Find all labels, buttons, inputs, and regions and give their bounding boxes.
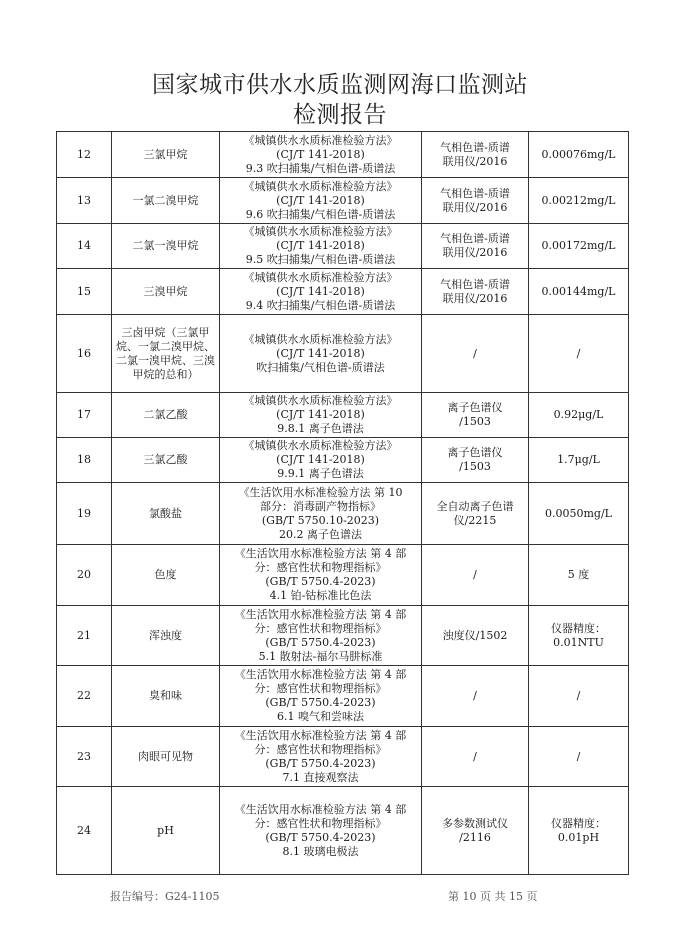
method-line: (GB/T 5750.4-2023) xyxy=(265,635,376,649)
instrument-line: /1503 xyxy=(459,460,491,473)
instrument-line: 气相色谱-质谱 xyxy=(440,232,510,245)
detection-limit: / xyxy=(576,749,581,763)
method-line: 分：感官性状和物理指标》 xyxy=(254,742,387,756)
method-line: 9.8.1 离子色谱法 xyxy=(277,422,364,435)
detection-limit: / xyxy=(576,346,581,360)
instrument-cell xyxy=(422,132,529,178)
detection-limit-cell xyxy=(529,666,629,727)
test-item-cell xyxy=(112,132,220,178)
test-methods-table xyxy=(56,131,629,875)
detection-limit-cell xyxy=(529,393,629,438)
test-item-cell xyxy=(112,545,220,606)
test-item-cell xyxy=(112,178,220,224)
row-number: 13 xyxy=(77,193,91,207)
method-cell xyxy=(220,606,422,666)
instrument-line: 浊度仪/1502 xyxy=(442,628,508,642)
row-number: 15 xyxy=(77,284,91,298)
method-line: 分：感官性状和物理指标》 xyxy=(254,816,387,830)
test-item: 肉眼可见物 xyxy=(138,749,193,763)
instrument-cell xyxy=(422,483,529,545)
table-row xyxy=(57,438,629,483)
method-cell xyxy=(220,178,422,224)
method-line: 《城镇供水水质标准检验方法》 xyxy=(243,439,398,452)
instrument-line: 离子色谱仪 xyxy=(447,446,503,459)
instrument-line: / xyxy=(473,568,477,581)
test-item: 一氯二溴甲烷 xyxy=(132,193,199,207)
method-line: 5.1 散射法-福尔马肼标准 xyxy=(258,649,383,663)
detection-limit-cell xyxy=(529,606,629,666)
method-line: 《城镇供水水质标准检验方法》 xyxy=(243,394,398,407)
instrument-line: 气相色谱-质谱 xyxy=(440,186,510,200)
row-number: 22 xyxy=(77,689,91,702)
row-number-cell xyxy=(57,315,112,393)
method-line: 9.4 吹扫捕集/气相色谱-质谱法 xyxy=(245,298,396,312)
method-line: (GB/T 5750.10-2023) xyxy=(261,513,380,527)
method-line: 7.1 直接观察法 xyxy=(282,770,359,784)
instrument-line: 联用仪/2016 xyxy=(442,246,508,259)
method-line: 《生活饮用水标准检验方法 第 4 部 xyxy=(234,728,407,742)
instrument-cell xyxy=(422,224,529,269)
test-item: 三氯乙酸 xyxy=(143,453,188,466)
detection-limit: 0.00172mg/L xyxy=(541,239,616,252)
row-number-cell xyxy=(57,178,112,224)
test-item-cell xyxy=(112,393,220,438)
instrument-line: 联用仪/2016 xyxy=(442,291,508,305)
row-number: 24 xyxy=(77,823,91,837)
instrument-line: /2116 xyxy=(459,830,491,844)
detection-limit: 仪器精度：0.01NTU xyxy=(551,621,606,649)
row-number-cell xyxy=(57,787,112,875)
instrument-line: 全自动离子色谱 xyxy=(436,499,514,513)
test-item: 臭和味 xyxy=(149,689,182,702)
detection-limit-cell xyxy=(529,132,629,178)
instrument-line: /1503 xyxy=(459,415,491,428)
method-line: 《生活饮用水标准检验方法 第 4 部 xyxy=(234,607,407,621)
method-line: (GB/T 5750.4-2023) xyxy=(265,575,376,588)
method-line: (CJ/T 141-2018) xyxy=(276,239,365,252)
detection-limit: 1.7μg/L xyxy=(557,453,600,466)
method-line: 分：感官性状和物理指标》 xyxy=(254,561,387,574)
instrument-cell xyxy=(422,269,529,315)
method-line: 《城镇供水水质标准检验方法》 xyxy=(243,332,398,346)
method-cell xyxy=(220,269,422,315)
method-cell xyxy=(220,438,422,483)
method-line: 4.1 铂-钴标准比色法 xyxy=(269,589,372,602)
report-number: 报告编号：G24-1105 xyxy=(110,890,220,903)
report-title: 国家城市供水水质监测网海口监测站 xyxy=(152,72,528,98)
method-line: 《城镇供水水质标准检验方法》 xyxy=(243,225,398,238)
row-number-cell xyxy=(57,269,112,315)
method-line: (GB/T 5750.4-2023) xyxy=(265,696,376,709)
row-number: 16 xyxy=(77,346,91,360)
test-item-cell xyxy=(112,438,220,483)
instrument-cell xyxy=(422,438,529,483)
method-line: (CJ/T 141-2018) xyxy=(276,408,365,421)
test-item-cell xyxy=(112,727,220,787)
row-number: 17 xyxy=(77,408,91,421)
test-item: 色度 xyxy=(154,568,177,581)
table-row xyxy=(57,787,629,875)
method-cell xyxy=(220,315,422,393)
test-item: 三溴甲烷 xyxy=(143,284,188,298)
row-number-cell xyxy=(57,438,112,483)
row-number-cell xyxy=(57,545,112,606)
instrument-line: / xyxy=(473,689,477,702)
instrument-line: 气相色谱-质谱 xyxy=(440,140,510,154)
detection-limit-cell xyxy=(529,483,629,545)
method-cell xyxy=(220,132,422,178)
detection-limit-cell xyxy=(529,178,629,224)
test-item: 二氯乙酸 xyxy=(143,408,188,421)
method-line: 《城镇供水水质标准检验方法》 xyxy=(243,179,398,193)
row-number-cell xyxy=(57,727,112,787)
method-line: 8.1 玻璃电极法 xyxy=(282,844,359,858)
detection-limit-cell xyxy=(529,787,629,875)
test-item-cell xyxy=(112,269,220,315)
method-line: (CJ/T 141-2018) xyxy=(276,193,365,207)
detection-limit: 0.00144mg/L xyxy=(541,284,616,298)
detection-limit-cell xyxy=(529,545,629,606)
instrument-line: 气相色谱-质谱 xyxy=(440,277,510,291)
table-row xyxy=(57,178,629,224)
test-item: pH xyxy=(157,823,174,837)
table-row xyxy=(57,269,629,315)
method-line: (GB/T 5750.4-2023) xyxy=(265,756,376,770)
row-number-cell xyxy=(57,224,112,269)
row-number: 21 xyxy=(77,628,91,642)
method-line: 《城镇供水水质标准检验方法》 xyxy=(243,133,398,147)
method-cell xyxy=(220,393,422,438)
table-row xyxy=(57,666,629,727)
instrument-cell xyxy=(422,787,529,875)
test-item-cell xyxy=(112,606,220,666)
table-row xyxy=(57,727,629,787)
instrument-cell xyxy=(422,315,529,393)
test-item-cell xyxy=(112,787,220,875)
detection-limit-cell xyxy=(529,269,629,315)
table-row xyxy=(57,606,629,666)
method-line: 分：感官性状和物理指标》 xyxy=(254,682,387,695)
table-row xyxy=(57,315,629,393)
page-number: 第 10 页 共 15 页 xyxy=(448,890,538,903)
method-cell xyxy=(220,483,422,545)
test-item-cell xyxy=(112,315,220,393)
row-number: 19 xyxy=(77,506,91,520)
table-row xyxy=(57,224,629,269)
detection-limit: 0.92μg/L xyxy=(553,408,604,421)
row-number: 23 xyxy=(77,749,91,763)
table-row xyxy=(57,393,629,438)
instrument-line: 联用仪/2016 xyxy=(442,154,508,168)
row-number-cell xyxy=(57,606,112,666)
row-number-cell xyxy=(57,393,112,438)
method-line: 分：感官性状和物理指标》 xyxy=(254,621,387,635)
method-line: 20.2 离子色谱法 xyxy=(279,527,362,541)
method-line: 9.6 吹扫捕集/气相色谱-质谱法 xyxy=(245,207,396,221)
method-cell xyxy=(220,727,422,787)
test-item: 浑浊度 xyxy=(149,628,182,642)
detection-limit-cell xyxy=(529,727,629,787)
test-item: 三卤甲烷（三氯甲烷、一氯二溴甲烷、二氯一溴甲烷、三溴甲烷的总和） xyxy=(116,325,215,381)
method-cell xyxy=(220,224,422,269)
row-number: 18 xyxy=(77,453,91,466)
row-number: 12 xyxy=(77,147,91,161)
test-item: 三氯甲烷 xyxy=(143,147,188,161)
method-line: 《生活饮用水标准检验方法 第 4 部 xyxy=(234,668,407,681)
row-number-cell xyxy=(57,666,112,727)
method-line: (CJ/T 141-2018) xyxy=(276,453,365,466)
method-line: 《城镇供水水质标准检验方法》 xyxy=(243,270,398,284)
method-cell xyxy=(220,545,422,606)
detection-limit: 0.00212mg/L xyxy=(541,193,616,207)
test-item-cell xyxy=(112,666,220,727)
detection-limit: / xyxy=(576,689,581,702)
method-line: 9.9.1 离子色谱法 xyxy=(277,467,364,480)
method-line: 吹扫捕集/气相色谱-质谱法 xyxy=(256,360,385,374)
detection-limit: 0.00076mg/L xyxy=(541,147,616,161)
instrument-line: / xyxy=(473,749,477,763)
method-line: 《生活饮用水标准检验方法 第 4 部 xyxy=(234,802,407,816)
method-line: 《生活饮用水标准检验方法 第 10 xyxy=(238,485,403,499)
table-row xyxy=(57,545,629,606)
instrument-cell xyxy=(422,545,529,606)
method-line: 《生活饮用水标准检验方法 第 4 部 xyxy=(234,547,407,560)
method-line: (CJ/T 141-2018) xyxy=(276,147,365,161)
test-item: 二氯一溴甲烷 xyxy=(132,239,199,252)
method-line: (GB/T 5750.4-2023) xyxy=(265,830,376,844)
detection-limit: 0.0050mg/L xyxy=(545,506,612,520)
table-row xyxy=(57,483,629,545)
instrument-cell xyxy=(422,666,529,727)
method-cell xyxy=(220,787,422,875)
test-item-cell xyxy=(112,224,220,269)
test-item-cell xyxy=(112,483,220,545)
detection-limit: 5 度 xyxy=(567,568,590,581)
method-cell xyxy=(220,666,422,727)
method-line: (CJ/T 141-2018) xyxy=(276,284,365,298)
instrument-cell xyxy=(422,606,529,666)
row-number-cell xyxy=(57,483,112,545)
method-line: 部分：消毒副产物指标》 xyxy=(260,499,381,513)
method-line: (CJ/T 141-2018) xyxy=(276,346,365,360)
instrument-cell xyxy=(422,393,529,438)
detection-limit: 仪器精度：0.01pH xyxy=(551,816,606,844)
row-number: 20 xyxy=(77,568,91,581)
method-line: 9.5 吹扫捕集/气相色谱-质谱法 xyxy=(245,253,396,266)
instrument-line: 离子色谱仪 xyxy=(447,401,503,414)
row-number-cell xyxy=(57,132,112,178)
table-row xyxy=(57,132,629,178)
instrument-line: / xyxy=(473,346,477,360)
instrument-line: 仪/2215 xyxy=(453,513,497,527)
instrument-cell xyxy=(422,178,529,224)
detection-limit-cell xyxy=(529,224,629,269)
detection-limit-cell xyxy=(529,315,629,393)
instrument-cell xyxy=(422,727,529,787)
instrument-line: 多参数测试仪 xyxy=(442,816,508,830)
row-number: 14 xyxy=(77,239,91,252)
report-subtitle: 检测报告 xyxy=(293,102,387,128)
test-item: 氯酸盐 xyxy=(149,506,182,520)
instrument-line: 联用仪/2016 xyxy=(442,200,508,214)
detection-limit-cell xyxy=(529,438,629,483)
method-line: 6.1 嗅气和尝味法 xyxy=(277,710,364,723)
method-line: 9.3 吹扫捕集/气相色谱-质谱法 xyxy=(245,161,396,175)
